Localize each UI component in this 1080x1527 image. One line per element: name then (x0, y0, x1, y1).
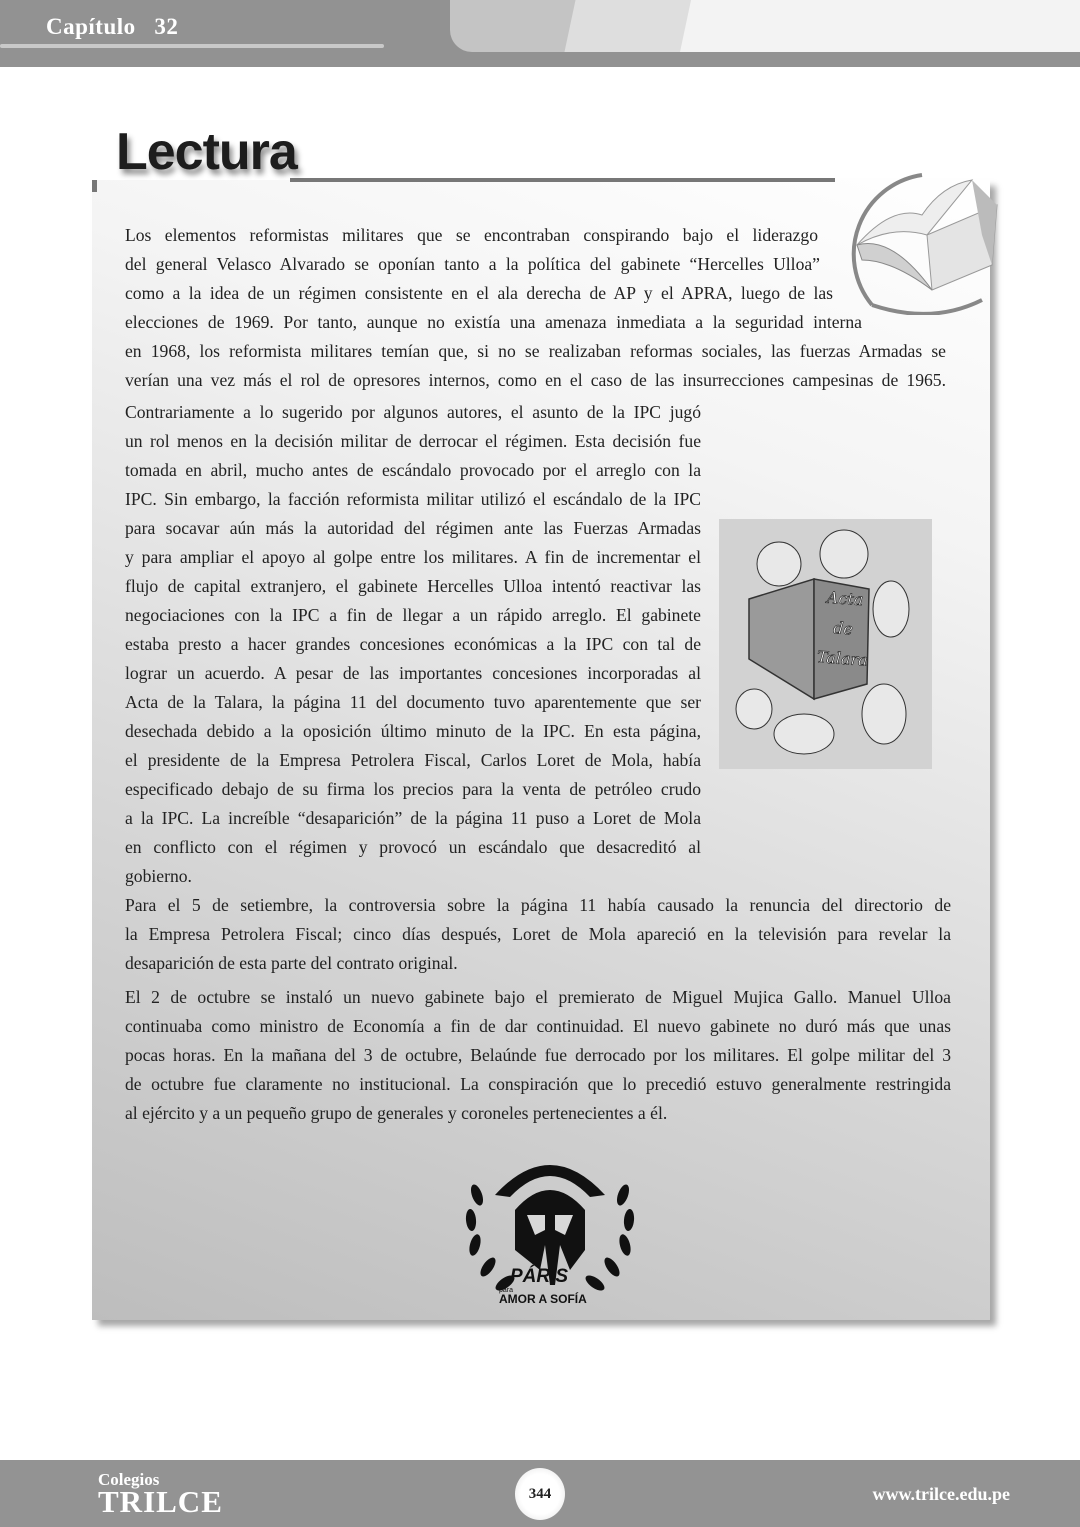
text-line: el presidente de la Empresa Petrolera Fiscal, Carlos Loret de Mola, había (125, 750, 701, 770)
paragraph (125, 221, 946, 395)
section-title: Lectura (116, 123, 297, 181)
text-line: pocas horas. En la mañana del 3 de octubre, Belaúnde fue derrocado por los militares. El golpe militar del 3 (125, 1045, 951, 1065)
text-line: al ejército y a un pequeño grupo de generales y coroneles pertenecientes a él. (125, 1103, 668, 1123)
text-line: y para ampliar el apoyo al golpe entre los militares. A fin de incrementar el (125, 547, 701, 567)
paragraph (125, 983, 951, 1128)
text-line: El 2 de octubre se instaló un nuevo gabinete bajo el premierato de Miguel Mujica Gallo. Manuel Ulloa (125, 987, 951, 1007)
text-line: tomada en abril, mucho antes de escándalo provocado por el arreglo con la (125, 460, 701, 480)
text-line: a la IPC. La increíble “desaparición” de la página 11 puso a Loret de Mola (125, 808, 701, 828)
text-line: en conflicto con el régimen y provocó un escándalo que desacreditó al (125, 837, 701, 857)
cartoon-label-line: Talara (816, 647, 869, 670)
page-number: 344 (515, 1468, 565, 1520)
text-line: IPC. Sin embargo, la facción reformista militar utilizó el escándalo de la IPC (125, 489, 701, 509)
text-line: del general Velasco Alvarado se oponían tanto a la política del gabinete “Hercelles Ulloa” (125, 254, 820, 274)
logo-tagline: AMOR A SOFÍA (499, 1292, 587, 1306)
chapter-rule (0, 44, 384, 48)
website-link[interactable]: www.trilce.edu.pe (872, 1484, 1010, 1504)
text-line: como a la idea de un régimen consistente en el ala derecha de AP y el APRA, luego de las (125, 283, 833, 303)
text-line: Los elementos reformistas militares que se encontraban conspirando bajo el liderazgo (125, 225, 818, 245)
header-decoration (564, 0, 695, 52)
text-line: negociaciones con la IPC a fin de llegar a un rápido arreglo. El gabinete (125, 605, 701, 625)
text-line: gobierno. (125, 866, 192, 886)
text-line: desaparición de esta parte del contrato original. (125, 953, 458, 973)
text-line: flujo de capital extranjero, el gabinete Hercelles Ulloa intentó reactivar las (125, 576, 701, 596)
paragraph (125, 398, 701, 891)
paris-amor-a-sofia-logo (455, 1135, 645, 1310)
cartoon-label-line: Acta (826, 587, 864, 610)
brand-name: TRILCE (98, 1484, 223, 1519)
frame-border-top (290, 178, 835, 182)
text-line: en 1968, los reformista militares temían que, si no se realizaban reformas sociales, las fuerzas Armadas se (125, 341, 946, 361)
text-line: la Empresa Petrolera Fiscal; cinco días después, Loret de Mola apareció en la televisión para revelar la (125, 924, 951, 944)
header-decoration (680, 0, 1080, 52)
text-line: desechada debido a la oposición último minuto de la IPC. En esta página, (125, 721, 701, 741)
chapter-label: Capítulo 32 (46, 14, 179, 39)
logo-name: PÁRIS (510, 1266, 569, 1287)
logo-small-text: para (499, 1287, 514, 1294)
text-line: Contrariamente a lo sugerido por algunos autores, el asunto de la IPC jugó (125, 402, 701, 422)
text-line: Para el 5 de setiembre, la controversia sobre la página 11 había causado la renuncia del directorio de (125, 895, 951, 915)
text-line: un rol menos en la decisión militar de derrocar el régimen. Esta decisión fue (125, 431, 701, 451)
acta-de-talara-cartoon (719, 519, 932, 769)
text-line: especificado debajo de su firma los precios para la venta de petróleo crudo (125, 779, 701, 799)
paragraph (125, 891, 951, 978)
frame-border-corner (92, 180, 97, 192)
text-line: elecciones de 1969. Por tanto, aunque no existía una amenaza inmediata a la seguridad interna (125, 312, 862, 332)
text-line: Acta de la Talara, la página 11 del documento tuvo aparentemente que ser (125, 692, 701, 712)
text-line: continuaba como ministro de Economía a fin de dar continuidad. El nuevo gabinete no duró más que unas (125, 1016, 951, 1036)
brand-top: Colegios (98, 1470, 160, 1489)
text-line: de octubre fue claramente no institucional. La conspiración que lo precedió estuvo generalmente restringida (125, 1074, 951, 1094)
text-line: para socavar aún más la autoridad del régimen ante las Fuerzas Armadas (125, 518, 701, 538)
text-line: verían una vez más el rol de opresores internos, como en el caso de las insurrecciones campesinas de 1965. (125, 370, 946, 390)
text-line: lograr un acuerdo. A pesar de las importantes concesiones incorporadas al (125, 663, 701, 683)
chapter-header-bar (0, 0, 1080, 67)
text-line: estaba presto a hacer grandes concesiones económicas a la IPC con tal de (125, 634, 701, 654)
cartoon-label-line: de (832, 618, 854, 639)
